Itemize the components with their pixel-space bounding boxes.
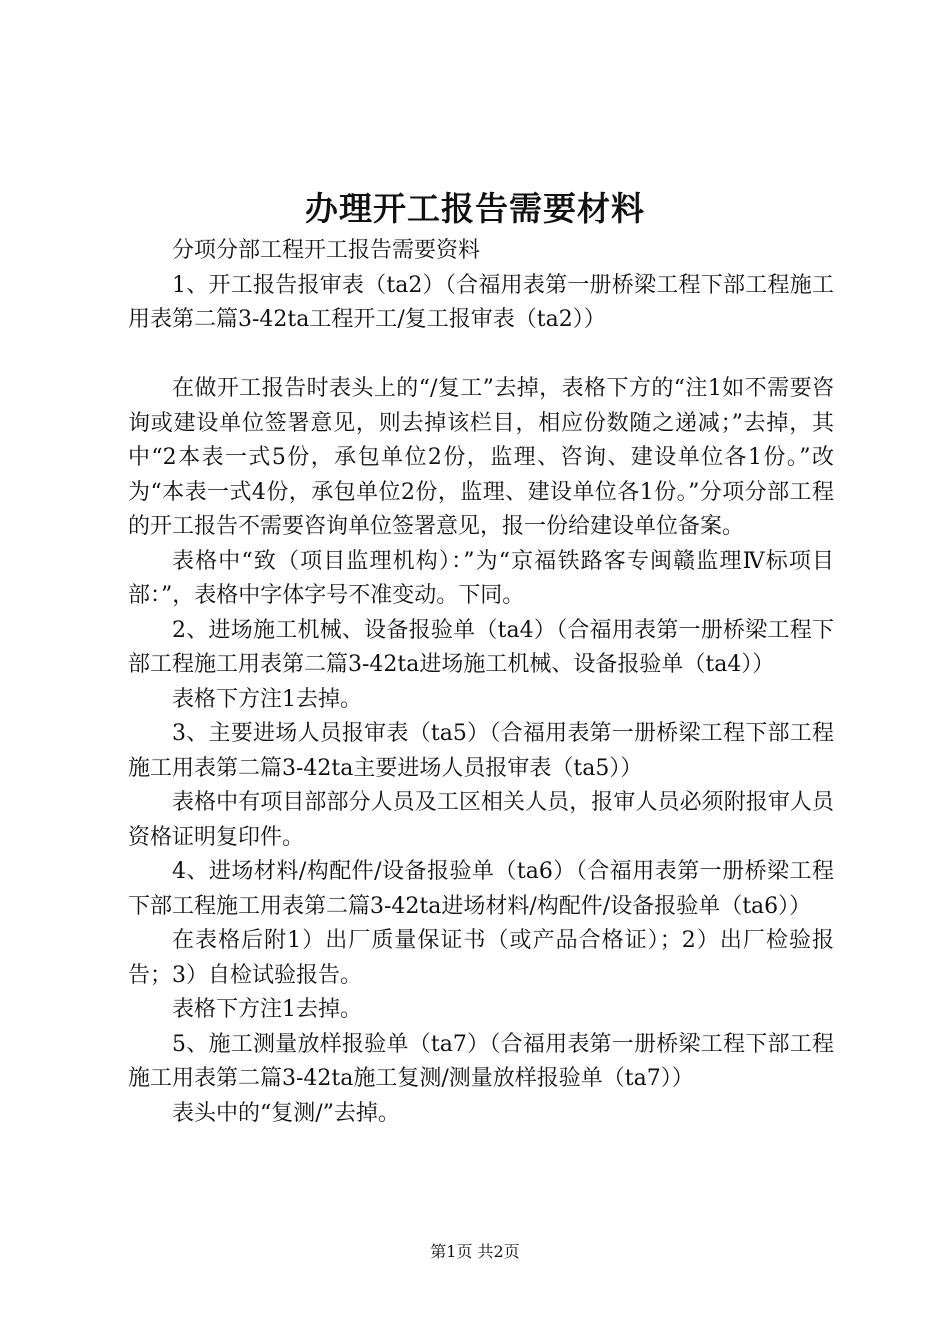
- document-title: 办理开工报告需要材料: [305, 189, 645, 228]
- paragraph-item-1: 1、开工报告报审表（ta2）（合福用表第一册桥梁工程下部工程施工用表第二篇3-42ta工程开工/复工报审表（ta2））: [128, 272, 834, 332]
- paragraph-item-4-note-2: 表格下方注1去掉。: [172, 997, 362, 1022]
- paragraph-item-2: 2、进场施工机械、设备报验单（ta4）（合福用表第一册桥梁工程下部工程施工用表第二篇3-42ta进场施工机械、设备报验单（ta4））: [128, 617, 834, 677]
- paragraph-item-1-note-2: 表格中“致（项目监理机构）：”为“京福铁路客专闽赣监理Ⅳ标项目部：”，表格中字体字号不准变动。下同。: [128, 548, 834, 608]
- paragraph-item-5-note: 表头中的“复测/”去掉。: [172, 1100, 400, 1126]
- document-body: [128, 234, 834, 1131]
- paragraph-item-3-note: 表格中有项目部部分人员及工区相关人员，报审人员必须附报审人员资格证明复印件。: [128, 790, 834, 850]
- paragraph-item-1-note: 在做开工报告时表头上的“/复工”去掉，表格下方的“注1如不需要咨询或建设单位签署意见，则去掉该栏目，相应份数随之递减；”去掉，其中“2本表一式5份，承包单位2份，监理、咨询、建设单位各1份。”改为“本表一式4份，承包单位2份，监理、建设单位各1份。”分项分部工程的开工报告不需要咨询单位签署意见，报一份给建设单位备案。: [128, 376, 834, 539]
- blank-line: [128, 338, 834, 373]
- paragraph-item-4: 4、进场材料/构配件/设备报验单（ta6）（合福用表第一册桥梁工程下部工程施工用表第二篇3-42ta进场材料/构配件/设备报验单（ta6））: [128, 859, 834, 919]
- page-footer: 第1页 共2页: [430, 1242, 520, 1261]
- paragraph-item-4-note: 在表格后附1）出厂质量保证书（或产品合格证）；2）出厂检验报告；3）自检试验报告。: [128, 928, 834, 988]
- paragraph-item-3: 3、主要进场人员报审表（ta5）（合福用表第一册桥梁工程下部工程施工用表第二篇3-42ta主要进场人员报审表（ta5））: [128, 721, 834, 781]
- paragraph-item-5: 5、施工测量放样报验单（ta7）（合福用表第一册桥梁工程下部工程施工用表第二篇3-42ta施工复测/测量放样报验单（ta7））: [128, 1031, 834, 1091]
- paragraph-item-2-note: 表格下方注1去掉。: [172, 686, 362, 712]
- paragraph-heading: 分项分部工程开工报告需要资料: [172, 238, 481, 263]
